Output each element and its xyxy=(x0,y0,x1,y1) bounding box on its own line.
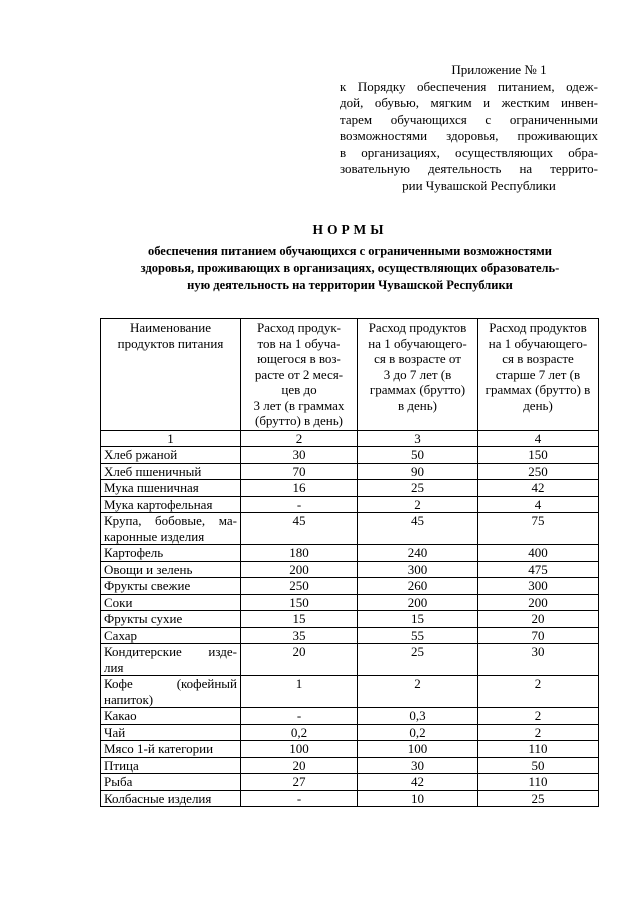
product-name-cell xyxy=(101,741,241,758)
ration-value-cell: - xyxy=(241,496,358,513)
product-name-cell xyxy=(101,578,241,595)
product-name-cell xyxy=(101,545,241,562)
column-index-cell: 4 xyxy=(478,430,599,447)
product-name-cell xyxy=(101,627,241,644)
column-header-line: (брутто) в день) xyxy=(254,413,344,428)
ration-value-cell: 300 xyxy=(478,578,599,595)
table-row xyxy=(101,790,599,807)
ration-value-cell: 240 xyxy=(358,545,478,562)
table-row xyxy=(101,480,599,497)
product-name-line: Картофель xyxy=(104,545,164,560)
column-header-line: день) xyxy=(523,397,553,413)
product-name-line: Мясо 1-й категории xyxy=(104,741,214,756)
ration-value-cell: 150 xyxy=(241,594,358,611)
product-name-line: Рыба xyxy=(104,774,133,789)
appendix-line: дой, обувью, мягким и жестким инвен- xyxy=(340,95,598,110)
appendix-line: к Порядку обеспечения питанием, одеж- xyxy=(340,78,598,94)
ration-value-cell: 15 xyxy=(241,611,358,628)
ration-value-cell: 25 xyxy=(358,480,478,497)
column-header-line: Расход продуктов xyxy=(368,320,467,335)
ration-value-cell: 45 xyxy=(241,513,358,545)
ration-value-cell: 2 xyxy=(478,676,599,708)
product-name-line: Крупа, бобовые, ма- xyxy=(104,513,237,528)
ration-value-cell: 250 xyxy=(241,578,358,595)
appendix-line: тарем обучающихся с ограниченными xyxy=(340,111,598,127)
column-header-line: цев до xyxy=(281,382,317,397)
ration-value-cell: 30 xyxy=(478,644,599,676)
column-index-cell: 1 xyxy=(101,430,241,447)
ration-value-cell: 35 xyxy=(241,627,358,644)
product-name-cell xyxy=(101,496,241,513)
product-name-cell xyxy=(101,611,241,628)
ration-value-cell: 2 xyxy=(358,496,478,513)
column-header-line: тов на 1 обуча- xyxy=(257,335,341,351)
product-name-cell xyxy=(101,676,241,708)
product-name-line: Хлеб пшеничный xyxy=(104,463,202,479)
ration-value-cell: 100 xyxy=(358,741,478,758)
product-name-cell xyxy=(101,790,241,807)
ration-value-cell: 100 xyxy=(241,741,358,758)
product-name-line: Мука пшеничная xyxy=(104,480,199,495)
product-name-line: Хлеб ржаной xyxy=(104,447,178,462)
product-name-line: Мука картофельная xyxy=(104,496,213,512)
column-header xyxy=(101,319,241,431)
ration-value-cell: 250 xyxy=(478,463,599,480)
product-name-line: Фрукты свежие xyxy=(104,578,191,593)
appendix-title: Приложение № 1 xyxy=(451,62,547,77)
appendix-line: рии Чувашской Республики xyxy=(402,177,556,193)
product-name-line: Соки xyxy=(104,594,133,610)
ration-value-cell: 70 xyxy=(241,463,358,480)
norms-table xyxy=(100,318,599,807)
column-header-line: в день) xyxy=(398,397,437,413)
ration-value-cell: 30 xyxy=(358,757,478,774)
heading-subtitle-line: здоровья, проживающих в организациях, осуществляющих образователь- xyxy=(140,261,560,275)
ration-value-cell: 400 xyxy=(478,545,599,562)
ration-value-cell: 42 xyxy=(358,774,478,791)
ration-value-cell: 4 xyxy=(478,496,599,513)
ration-value-cell: 20 xyxy=(478,611,599,628)
ration-value-cell: 300 xyxy=(358,561,478,578)
column-header-line: Расход продуктов xyxy=(489,320,587,335)
column-header-line: на 1 обучающего- xyxy=(368,335,467,351)
column-header xyxy=(241,319,358,431)
product-name-cell xyxy=(101,513,241,545)
table-row xyxy=(101,757,599,774)
ration-value-cell: 15 xyxy=(358,611,478,628)
column-header-line: граммах (брутто) в xyxy=(485,382,591,397)
table-row xyxy=(101,463,599,480)
ration-value-cell: 55 xyxy=(358,627,478,644)
product-name-line: Птица xyxy=(104,757,139,773)
product-name-cell xyxy=(101,594,241,611)
product-name-line: Фрукты сухие xyxy=(104,611,183,626)
appendix-block xyxy=(340,62,598,194)
column-header-line: граммах (брутто) xyxy=(369,382,466,397)
product-name-cell xyxy=(101,463,241,480)
product-name-line: Кофе (кофейный xyxy=(104,676,237,691)
heading-subtitle-line: ную деятельность на территории Чувашской Республики xyxy=(187,278,513,292)
table-header-row xyxy=(101,319,599,431)
product-name-line: каронные изделия xyxy=(104,528,205,544)
product-name-cell xyxy=(101,708,241,725)
document-heading xyxy=(100,222,600,294)
ration-value-cell: 90 xyxy=(358,463,478,480)
ration-value-cell: 200 xyxy=(478,594,599,611)
ration-value-cell: 0,2 xyxy=(241,724,358,741)
ration-value-cell: 45 xyxy=(358,513,478,545)
table-row xyxy=(101,676,599,708)
ration-value-cell: 50 xyxy=(358,447,478,464)
ration-value-cell: 30 xyxy=(241,447,358,464)
column-header-line: Наименование xyxy=(130,320,211,335)
ration-value-cell: - xyxy=(241,790,358,807)
ration-value-cell: 1 xyxy=(241,676,358,708)
table-row xyxy=(101,578,599,595)
column-header-line: продуктов питания xyxy=(117,335,224,351)
product-name-line: Сахар xyxy=(104,627,138,643)
table-row xyxy=(101,561,599,578)
column-header-line: 3 до 7 лет (в xyxy=(383,366,452,382)
table-row xyxy=(101,708,599,725)
ration-value-cell: 180 xyxy=(241,545,358,562)
ration-value-cell: 50 xyxy=(478,757,599,774)
ration-value-cell: 20 xyxy=(241,757,358,774)
ration-value-cell: 25 xyxy=(478,790,599,807)
ration-value-cell: - xyxy=(241,708,358,725)
table-row xyxy=(101,774,599,791)
product-name-line: Какао xyxy=(104,708,137,723)
ration-value-cell: 20 xyxy=(241,644,358,676)
ration-value-cell: 2 xyxy=(478,708,599,725)
ration-value-cell: 75 xyxy=(478,513,599,545)
ration-value-cell: 0,3 xyxy=(358,708,478,725)
product-name-cell xyxy=(101,724,241,741)
product-name-line: Колбасные изделия xyxy=(104,790,212,806)
ration-value-cell: 2 xyxy=(358,676,478,708)
ration-value-cell: 0,2 xyxy=(358,724,478,741)
table-row xyxy=(101,644,599,676)
column-header-line: на 1 обучающего- xyxy=(488,335,588,351)
ration-value-cell: 2 xyxy=(478,724,599,741)
ration-value-cell: 16 xyxy=(241,480,358,497)
ration-value-cell: 70 xyxy=(478,627,599,644)
product-name-cell xyxy=(101,757,241,774)
column-header-line: ющегося в воз- xyxy=(257,351,341,366)
product-name-cell xyxy=(101,644,241,676)
ration-value-cell: 10 xyxy=(358,790,478,807)
table-row xyxy=(101,594,599,611)
ration-value-cell: 475 xyxy=(478,561,599,578)
ration-value-cell: 200 xyxy=(241,561,358,578)
column-index-cell: 2 xyxy=(241,430,358,447)
table-row xyxy=(101,611,599,628)
ration-value-cell: 200 xyxy=(358,594,478,611)
appendix-line: в организациях, осуществляющих обра- xyxy=(340,144,598,160)
appendix-line: возможностями здоровья, проживающих xyxy=(340,128,598,143)
ration-value-cell: 25 xyxy=(358,644,478,676)
table-row xyxy=(101,545,599,562)
ration-value-cell: 27 xyxy=(241,774,358,791)
column-header-line: расте от 2 меся- xyxy=(254,366,344,382)
table-row xyxy=(101,513,599,545)
table-row xyxy=(101,627,599,644)
product-name-line: Кондитерские изде- xyxy=(104,644,237,659)
table-row xyxy=(101,447,599,464)
column-header-line: 3 лет (в граммах xyxy=(253,397,345,413)
product-name-line: лия xyxy=(104,659,124,675)
table-row xyxy=(101,741,599,758)
table-row xyxy=(101,724,599,741)
column-header-line: Расход продук- xyxy=(257,320,341,335)
product-name-cell xyxy=(101,561,241,578)
column-header-line: старше 7 лет (в xyxy=(495,366,581,382)
ration-value-cell: 150 xyxy=(478,447,599,464)
product-name-cell xyxy=(101,480,241,497)
ration-value-cell: 110 xyxy=(478,774,599,791)
heading-subtitle-line: обеспечения питанием обучающихся с ограниченными возможностями xyxy=(147,244,553,258)
column-header xyxy=(478,319,599,431)
table-row xyxy=(101,496,599,513)
column-header xyxy=(358,319,478,431)
column-header-line: ся в возрасте xyxy=(502,351,574,366)
ration-value-cell: 260 xyxy=(358,578,478,595)
product-name-line: Овощи и зелень xyxy=(104,561,193,577)
product-name-line: напиток) xyxy=(104,691,154,707)
heading-title: НОРМЫ xyxy=(312,222,388,237)
column-index-cell: 3 xyxy=(358,430,478,447)
appendix-line: зовательную деятельность на террито- xyxy=(340,161,598,176)
product-name-line: Чай xyxy=(104,724,126,740)
column-header-line: ся в возрасте от xyxy=(374,351,461,366)
column-index-row xyxy=(101,430,599,447)
product-name-cell xyxy=(101,447,241,464)
ration-value-cell: 42 xyxy=(478,480,599,497)
ration-value-cell: 110 xyxy=(478,741,599,758)
product-name-cell xyxy=(101,774,241,791)
